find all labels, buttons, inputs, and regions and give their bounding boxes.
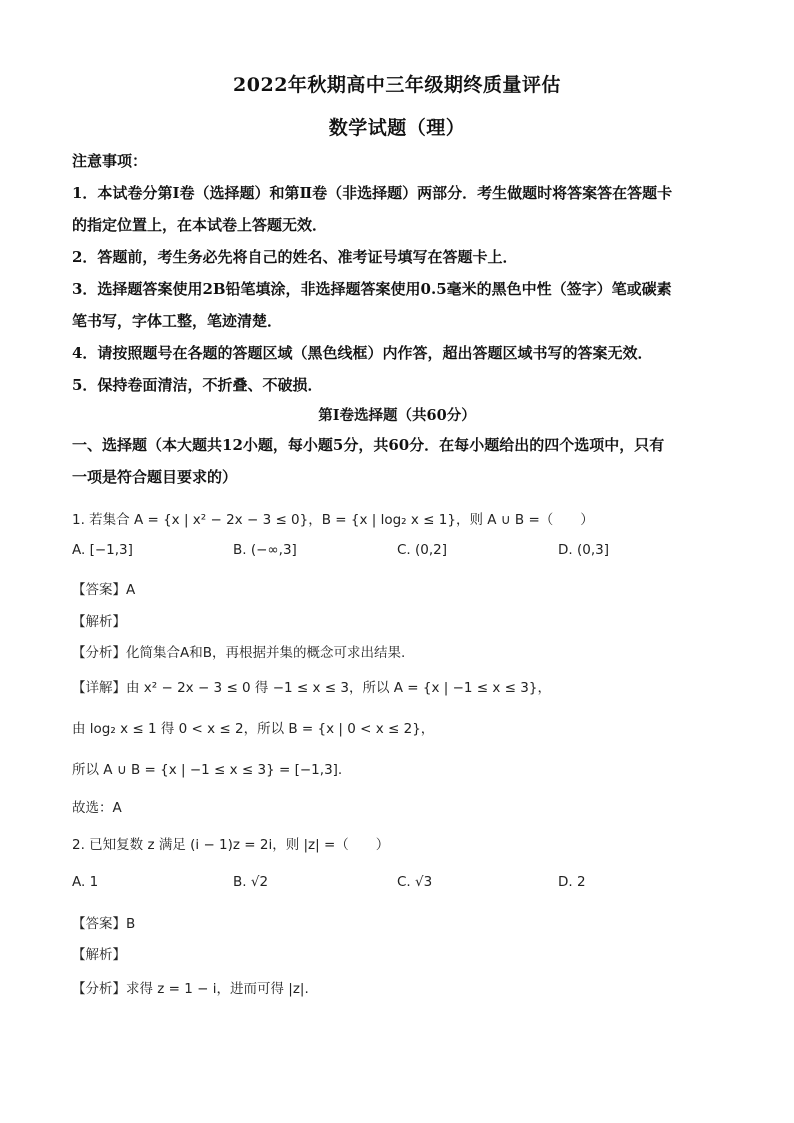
question-1-detail-1: 【详解】由 x² − 2x − 3 ≤ 0 得 −1 ≤ x ≤ 3，所以 A = {x | −1 ≤ x ≤ 3}， xyxy=(72,680,551,696)
question-1-option-a: A. [−1,3] xyxy=(72,542,133,558)
note-line-3-cont: 笔书写，字体工整，笔迹清楚． xyxy=(72,312,283,330)
question-2-analysis: 【分析】求得 z = 1 − i，进而可得 |z|. xyxy=(72,981,309,997)
exam-subtitle: 数学试题（理） xyxy=(328,117,466,139)
question-2-option-d: D. 2 xyxy=(558,874,586,890)
note-line-1: 1．本试卷分第Ⅰ卷（选择题）和第Ⅱ卷（非选择题）两部分．考生做题时将答案答在答题卡 xyxy=(72,184,673,202)
note-line-3: 3．选择题答案使用2B铅笔填涂，非选择题答案使用0.5毫米的黑色中性（签字）笔或碳素 xyxy=(72,280,672,298)
note-line-4: 4．请按照题号在各题的答题区域（黑色线框）内作答，超出答题区域书写的答案无效． xyxy=(72,344,653,362)
question-2-answer: 【答案】B xyxy=(72,916,136,932)
question-2-stem: 2. 已知复数 z 满足 (i − 1)z = 2i，则 |z| =（ ） xyxy=(72,837,390,853)
question-1-stem: 1. 若集合 A = {x | x² − 2x − 3 ≤ 0}，B = {x | log₂ x ≤ 1}，则 A ∪ B =（ ） xyxy=(72,512,594,528)
question-1-answer: 【答案】A xyxy=(72,582,136,598)
question-1-option-b: B. (−∞,3] xyxy=(233,542,297,558)
question-2-analysis-label: 【解析】 xyxy=(72,947,126,963)
question-2-option-c: C. √3 xyxy=(397,874,433,890)
section-title: 第Ⅰ卷选择题（共60分） xyxy=(318,407,476,424)
exam-title: 2022年秋期高中三年级期终质量评估 xyxy=(233,74,561,96)
question-1-analysis: 【分析】化简集合A和B，再根据并集的概念可求出结果. xyxy=(72,645,406,661)
notes-heading: 注意事项： xyxy=(72,152,148,170)
section-instruction-1: 一、选择题（本大题共12小题，每小题5分，共60分．在每小题给出的四个选项中，只有 xyxy=(72,436,665,454)
question-1-option-d: D. (0,3] xyxy=(558,542,609,558)
question-1-analysis-label: 【解析】 xyxy=(72,614,126,630)
note-line-1-cont: 的指定位置上，在本试卷上答题无效． xyxy=(72,216,328,234)
section-instruction-2: 一项是符合题目要求的） xyxy=(72,468,238,486)
note-line-2: 2．答题前，考生务必先将自己的姓名、准考证号填写在答题卡上． xyxy=(72,248,518,266)
question-1-detail-3: 所以 A ∪ B = {x | −1 ≤ x ≤ 3} = [−1,3]. xyxy=(72,762,343,778)
note-line-5: 5．保持卷面清洁，不折叠、不破损． xyxy=(72,376,323,394)
question-1-detail-2: 由 log₂ x ≤ 1 得 0 < x ≤ 2，所以 B = {x | 0 < x ≤ 2}， xyxy=(72,721,435,737)
question-2-option-b: B. √2 xyxy=(233,874,269,890)
question-1-option-c: C. (0,2] xyxy=(397,542,448,558)
question-2-option-a: A. 1 xyxy=(72,874,99,890)
question-1-choice: 故选：A xyxy=(72,800,122,816)
